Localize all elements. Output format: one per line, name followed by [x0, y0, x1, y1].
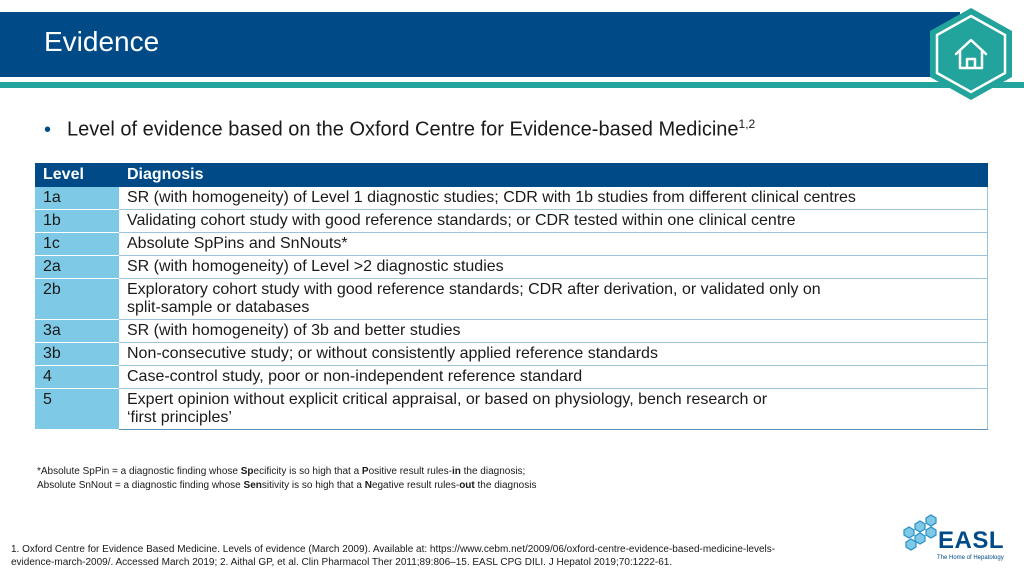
diagnosis-text: SR (with homogeneity) of Level >2 diagnostic studies — [127, 258, 504, 275]
diagnosis-cell — [119, 279, 988, 320]
level-cell: 3a — [35, 320, 119, 343]
level-cell: 1b — [35, 210, 119, 233]
table-header-row — [35, 163, 988, 187]
bullet-icon: • — [44, 118, 52, 141]
diagnosis-cell — [119, 210, 988, 233]
footnote-line-snnout — [37, 479, 536, 493]
diagnosis-cell — [119, 389, 988, 430]
references — [11, 543, 891, 569]
diagnosis-text: Case-control study, poor or non-independent reference standard — [127, 368, 583, 385]
easl-tagline: The Home of Hepatology — [937, 555, 1004, 561]
table-row — [35, 233, 988, 256]
diagnosis-cell — [119, 187, 988, 210]
reference-line: evidence-march-2009/. Accessed March 2019; 2. Aithal GP, et al. Clin Pharmacol Ther 2011;89:806–15. EASL CPG DILI. J Hepatol 2019;70:1222-61. — [11, 557, 673, 568]
table-row — [35, 343, 988, 366]
footnote-text: Absolute SnNout = a diagnostic finding whose — [37, 480, 244, 491]
level-cell: 3b — [35, 343, 119, 366]
header-diagnosis: Diagnosis — [119, 163, 988, 187]
table-row — [35, 320, 988, 343]
page-title: Evidence — [44, 26, 160, 57]
table-row — [35, 366, 988, 389]
diagnosis-text: Expert opinion without explicit critical appraisal, or based on physiology, bench research or — [127, 391, 768, 408]
diagnosis-cell — [119, 343, 988, 366]
level-cell: 2a — [35, 256, 119, 279]
easl-wordmark: EASL — [938, 527, 1005, 554]
bullet-text: Level of evidence based on the Oxford Centre for Evidence-based Medicine — [67, 118, 739, 141]
footnote-emphasis: Sp — [240, 466, 254, 477]
diagnosis-cell — [119, 233, 988, 256]
footnote-emphasis: Sen — [243, 480, 262, 491]
level-cell: 4 — [35, 366, 119, 389]
diagnosis-text: SR (with homogeneity) of Level 1 diagnostic studies; CDR with 1b studies from different clinical centres — [127, 189, 856, 206]
level-cell: 1a — [35, 187, 119, 210]
table-row — [35, 256, 988, 279]
level-cell: 1c — [35, 233, 119, 256]
evidence-table — [35, 163, 988, 430]
table-row — [35, 279, 988, 320]
footnote-emphasis: P — [361, 466, 369, 477]
footnote-emphasis: out — [459, 480, 475, 491]
table-row — [35, 210, 988, 233]
bullet-item — [44, 117, 755, 142]
footnote-text: ositive result rules- — [368, 466, 452, 477]
footnote-line-sppin — [37, 465, 536, 479]
footnote-text: ecificity is so high that a — [253, 466, 362, 477]
table-row — [35, 187, 988, 210]
footnote-text: sitivity is so high that a — [261, 480, 365, 491]
diagnosis-text: SR (with homogeneity) of 3b and better studies — [127, 322, 461, 339]
footnote-emphasis: in — [451, 466, 461, 477]
home-icon[interactable] — [928, 6, 1014, 102]
level-cell: 2b — [35, 279, 119, 320]
footnote-text: *Absolute SpPin = a diagnostic finding whose — [37, 466, 241, 477]
footnote-emphasis: N — [364, 480, 372, 491]
diagnosis-text: Non-consecutive study; or without consistently applied reference standards — [127, 345, 658, 362]
diagnosis-text: Validating cohort study with good reference standards; or CDR tested within one clinical centre — [127, 212, 796, 229]
diagnosis-cell — [119, 256, 988, 279]
footnote-text: egative result rules- — [371, 480, 460, 491]
reference-line: 1. Oxford Centre for Evidence Based Medicine. Levels of evidence (March 2009). Available at: https://www.cebm.net/2009/06/oxford-centre-evidence-based-medicine-levels- — [11, 544, 776, 555]
footnote — [37, 465, 536, 493]
level-cell: 5 — [35, 389, 119, 430]
table-row — [35, 389, 988, 430]
footnote-text: the diagnosis; — [460, 466, 526, 477]
diagnosis-text: Absolute SpPins and SnNouts* — [127, 235, 348, 252]
teal-divider — [0, 82, 1024, 88]
diagnosis-cell — [119, 366, 988, 389]
diagnosis-text-continued: ‘first principles’ — [127, 409, 232, 426]
header-level: Level — [35, 163, 119, 187]
diagnosis-text: Exploratory cohort study with good reference standards; CDR after derivation, or validated only on — [127, 281, 821, 298]
diagnosis-cell — [119, 320, 988, 343]
footnote-text: the diagnosis — [474, 480, 537, 491]
diagnosis-text-continued: split-sample or databases — [127, 299, 310, 316]
citation-superscript: 1,2 — [738, 117, 756, 131]
